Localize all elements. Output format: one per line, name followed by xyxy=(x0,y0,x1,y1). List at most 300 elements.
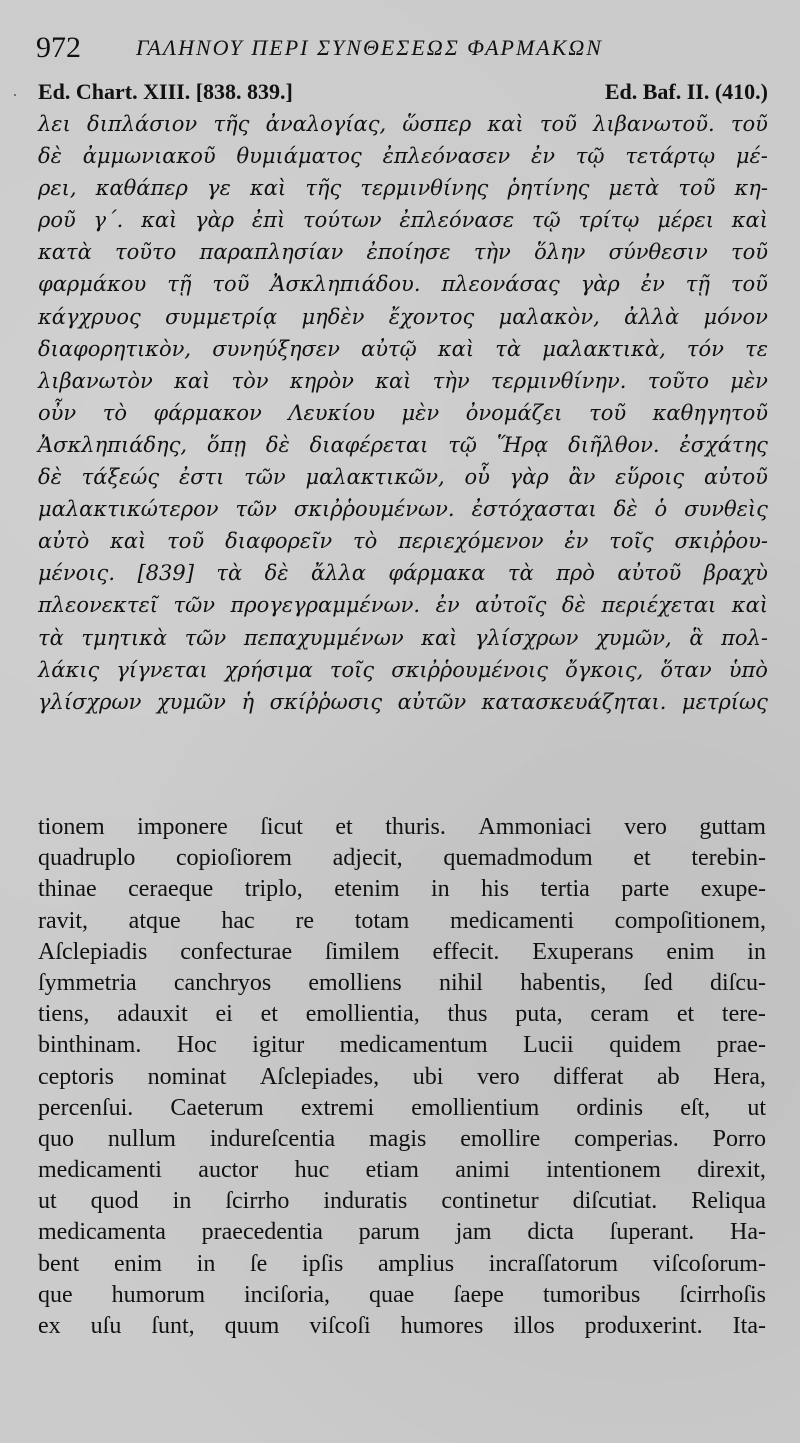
greek-word: πρὸ xyxy=(556,561,595,586)
latin-word: quemadmodum xyxy=(443,845,593,872)
greek-word: μαλακτικώτερον xyxy=(38,497,219,522)
greek-word: τῇ xyxy=(685,272,710,297)
greek-word: δὲ xyxy=(561,593,586,618)
latin-text-line xyxy=(38,874,766,905)
latin-word: et xyxy=(633,845,651,872)
greek-word: γίγνεται xyxy=(116,657,208,682)
latin-word: induratis xyxy=(323,1188,408,1215)
latin-word: ab xyxy=(657,1063,680,1090)
greek-word: τῶν xyxy=(173,593,215,618)
greek-word: μετρίως xyxy=(681,689,768,714)
greek-word: Ἀσκληπιάδης, xyxy=(38,432,188,457)
latin-word: medicamenti xyxy=(450,907,574,934)
greek-word: τόν xyxy=(686,336,724,361)
greek-word: [839] xyxy=(137,561,194,586)
greek-word: ὑπὸ xyxy=(728,657,768,682)
greek-word: σκιῤῥου- xyxy=(674,529,768,554)
greek-word: συμμετρίᾳ xyxy=(165,304,278,329)
latin-word: comperias. xyxy=(574,1125,679,1152)
latin-word: enim xyxy=(114,1250,162,1277)
greek-word: σύνθεσιν xyxy=(608,240,708,265)
greek-word: πολ- xyxy=(721,625,768,650)
greek-text-line xyxy=(38,525,768,557)
greek-word: ὅταν xyxy=(660,657,712,682)
greek-word: τὰ xyxy=(495,336,522,361)
greek-text-line xyxy=(38,397,768,429)
greek-word: καθηγητοῦ xyxy=(652,400,768,425)
latin-word: in xyxy=(172,1188,192,1215)
latin-text-line xyxy=(38,937,766,968)
latin-word: incraſſatorum xyxy=(488,1250,618,1277)
latin-word: illos xyxy=(513,1313,555,1339)
latin-text-line xyxy=(38,968,766,999)
greek-word: τῆς xyxy=(213,112,250,136)
latin-word: et xyxy=(335,814,353,840)
edition-reference-line xyxy=(38,78,768,106)
greek-text-line xyxy=(38,557,768,589)
latin-word: thinae xyxy=(38,876,97,903)
latin-word: enim xyxy=(666,938,715,965)
latin-word: quo xyxy=(38,1125,74,1152)
greek-word: ἔχοντος xyxy=(388,304,475,329)
greek-word: τοῦ xyxy=(167,529,205,554)
greek-text-line xyxy=(38,493,768,525)
greek-word: τμητικὰ xyxy=(81,625,168,650)
greek-word: τοῦ xyxy=(730,272,768,297)
greek-word: μόνον xyxy=(703,304,768,329)
greek-word: τὰ xyxy=(507,561,534,586)
greek-word: μετὰ xyxy=(608,176,660,201)
greek-word: διῆλθον. xyxy=(568,432,660,457)
latin-word: percenſui. xyxy=(38,1094,134,1121)
greek-word: διαφορεῖν xyxy=(225,529,333,554)
greek-text-line xyxy=(38,654,768,686)
greek-word: τῷ xyxy=(575,144,605,169)
greek-word: τε xyxy=(745,336,768,361)
latin-word: magis xyxy=(369,1125,427,1152)
greek-word: μαλακτικὰ, xyxy=(542,336,666,361)
latin-word: hac xyxy=(221,907,255,934)
greek-word: καὶ xyxy=(731,208,768,233)
greek-word: καὶ xyxy=(174,368,211,393)
print-speck xyxy=(14,94,16,96)
latin-word: ut xyxy=(747,1094,766,1121)
latin-word: extremi xyxy=(300,1094,375,1121)
latin-word: inciſoria, xyxy=(244,1281,330,1308)
latin-word: Ammoniaci xyxy=(478,814,592,840)
latin-word: nullum xyxy=(107,1125,176,1152)
greek-text-line xyxy=(38,365,768,397)
greek-word: δὲ xyxy=(38,144,62,169)
greek-word: οὖν xyxy=(38,400,77,425)
latin-word: Ita- xyxy=(732,1313,766,1339)
greek-word: ἐν xyxy=(564,529,589,554)
greek-text-block xyxy=(38,108,768,718)
latin-word: tere- xyxy=(721,1001,766,1028)
latin-word: in xyxy=(430,876,450,903)
greek-word: αὐτοῦ xyxy=(703,465,768,490)
greek-word: ἐστόχασται xyxy=(471,497,597,522)
greek-word: μὲν xyxy=(401,400,440,425)
latin-word: Aſclepiadis xyxy=(38,938,148,965)
greek-word: ἐσχάτης xyxy=(679,432,768,457)
greek-word: γὰρ xyxy=(509,465,549,490)
latin-word: quae xyxy=(369,1281,415,1308)
latin-word: compoſitionem, xyxy=(614,907,766,934)
latin-word: emollientia, xyxy=(305,1001,420,1028)
latin-text-line xyxy=(38,1030,766,1061)
greek-word: πεπαχυμμένων xyxy=(243,625,404,650)
latin-word: thuris. xyxy=(385,814,446,840)
greek-word: ροῦ xyxy=(38,208,76,233)
latin-word: diſcutiat. xyxy=(572,1188,658,1215)
greek-word: ἐν xyxy=(640,272,665,297)
greek-word: μὲν xyxy=(730,368,768,393)
greek-word: ἐν xyxy=(435,593,460,618)
greek-word: φάρμακα xyxy=(388,561,486,586)
latin-word: huc xyxy=(294,1157,330,1184)
latin-text-line xyxy=(38,1311,766,1342)
greek-word: τὴν xyxy=(432,368,470,393)
greek-word: ὥσπερ xyxy=(402,112,472,136)
greek-word: τερμινθίνην. xyxy=(490,368,627,393)
greek-word: γὰρ xyxy=(195,208,235,233)
latin-word: vero xyxy=(476,1063,520,1090)
latin-word: diſcu- xyxy=(710,969,766,996)
latin-text-line xyxy=(38,1155,766,1186)
latin-text-line xyxy=(38,1249,766,1280)
greek-word: καὶ xyxy=(487,112,524,136)
greek-text-line xyxy=(38,461,768,493)
latin-word: jam xyxy=(455,1219,492,1246)
latin-word: puta, xyxy=(515,1001,563,1028)
latin-word: habentis, xyxy=(520,969,607,996)
greek-word: τὰ xyxy=(216,561,243,586)
latin-word: ſuperant. xyxy=(609,1219,695,1246)
latin-text-line xyxy=(38,1062,766,1093)
latin-word: canchryos xyxy=(173,969,272,996)
greek-word: μένοις. xyxy=(38,561,115,586)
greek-word: λιβανωτὸν xyxy=(38,368,153,393)
greek-word: λει xyxy=(38,112,71,136)
greek-word: μαλακτικῶν, xyxy=(305,465,445,490)
latin-text-line xyxy=(38,999,766,1030)
greek-word: δὲ xyxy=(38,465,62,490)
latin-word: ceraeque xyxy=(128,876,214,903)
greek-word: λιβανωτοῦ. xyxy=(593,112,715,136)
greek-text-line xyxy=(38,333,768,365)
latin-word: triplo, xyxy=(244,876,303,903)
greek-word: γε xyxy=(207,176,231,201)
greek-word: ἂν xyxy=(568,465,596,490)
greek-word: φαρμάκου xyxy=(38,272,147,297)
latin-word: humorum xyxy=(111,1281,205,1308)
greek-word: τῆς xyxy=(305,176,342,201)
latin-word: differat xyxy=(553,1063,624,1090)
greek-word: ἄλλα xyxy=(310,561,366,586)
page-number: 972 xyxy=(36,31,81,64)
latin-word: ſe xyxy=(250,1250,268,1277)
latin-word: ceptoris xyxy=(38,1063,114,1090)
greek-word: λάκις xyxy=(38,657,100,682)
greek-word: ὅπῃ xyxy=(206,432,246,457)
greek-word: δὲ xyxy=(265,432,290,457)
latin-word: bent xyxy=(38,1250,80,1277)
greek-word: τῇ xyxy=(167,272,192,297)
greek-word: τὸ xyxy=(352,529,378,554)
latin-word: ſcirrhoſis xyxy=(679,1281,766,1308)
latin-word: emollire xyxy=(460,1125,541,1152)
latin-word: ubi xyxy=(412,1063,444,1090)
latin-word: his xyxy=(481,876,510,903)
greek-word: τάξεώς xyxy=(81,465,160,490)
latin-word: medicamentum xyxy=(339,1032,488,1059)
greek-word: τοῦτο xyxy=(647,368,709,393)
greek-word: μέ- xyxy=(735,144,768,169)
greek-word: μηδὲν xyxy=(301,304,365,329)
greek-word: παραπλησίαν xyxy=(199,240,344,265)
greek-word: τοῦ xyxy=(730,240,768,265)
greek-word: τοῦ xyxy=(730,112,768,136)
greek-word: καὶ xyxy=(249,176,287,201)
greek-word: ῥητίνης xyxy=(507,176,590,201)
greek-text-line xyxy=(38,268,768,300)
greek-word: τοῦ xyxy=(539,112,577,136)
latin-word: confecturae xyxy=(180,938,293,965)
latin-word: ſymmetria xyxy=(38,969,137,996)
latin-word: quadruplo xyxy=(38,845,136,872)
latin-word: emolliens xyxy=(308,969,402,996)
greek-word: κηρὸν xyxy=(289,368,354,393)
greek-text-line xyxy=(38,589,768,621)
latin-word: Exuperans xyxy=(532,938,634,965)
latin-word: ſimilem xyxy=(324,938,400,965)
greek-word: τῶν xyxy=(235,497,277,522)
edition-basel-reference: Ed. Baf. II. (410.) xyxy=(604,79,768,104)
latin-text-line xyxy=(38,812,766,843)
greek-word: καὶ xyxy=(731,593,768,618)
greek-text-line xyxy=(38,429,768,461)
latin-word: Reliqua xyxy=(691,1188,766,1215)
greek-word: κατασκευάζηται. xyxy=(481,689,667,714)
greek-word: τῶν xyxy=(184,625,227,650)
latin-word: effecit. xyxy=(432,938,500,965)
greek-word: σκιῤῥουμένοις xyxy=(391,657,549,682)
latin-word: ordinis xyxy=(576,1094,644,1121)
latin-word: copioſiorem xyxy=(176,845,292,872)
greek-text-line xyxy=(38,236,768,268)
latin-word: continetur xyxy=(441,1188,539,1215)
greek-word: δὲ xyxy=(613,497,638,522)
greek-word: τῶν xyxy=(244,465,286,490)
greek-word: τὴν xyxy=(473,240,511,265)
greek-word: περιεχόμενον xyxy=(398,529,544,554)
greek-word: τετάρτῳ xyxy=(625,144,716,169)
latin-text-line xyxy=(38,1093,766,1124)
greek-word: μέρει xyxy=(657,208,714,233)
greek-word: πλεονάσας xyxy=(441,272,560,297)
latin-word: ravit, xyxy=(38,907,88,934)
greek-word: γλίσχρων xyxy=(38,689,142,714)
latin-word: guttam xyxy=(699,814,766,840)
latin-word: que xyxy=(38,1281,73,1308)
greek-word: ὀνομάζει xyxy=(465,400,563,425)
latin-text-line xyxy=(38,1217,766,1248)
greek-word: τούτων xyxy=(302,208,382,233)
greek-word: σκίῤῥωσις xyxy=(269,689,383,714)
latin-word: praecedentia xyxy=(201,1219,323,1246)
greek-word: τερμινθίνης xyxy=(360,176,489,201)
greek-word: ἡ xyxy=(241,689,255,714)
greek-word: καὶ xyxy=(421,625,458,650)
latin-word: totam xyxy=(354,907,410,934)
latin-word: prae- xyxy=(716,1032,766,1059)
latin-text-line xyxy=(38,1124,766,1155)
greek-word: τρίτῳ xyxy=(578,208,640,233)
latin-word: atque xyxy=(128,907,181,934)
latin-text-line xyxy=(38,1280,766,1311)
running-title: ΓΑΛΗΝΟΥ ΠΕΡΙ ΣΥΝΘΕΣΕΩΣ ΦΑΡΜΑΚΩΝ xyxy=(136,35,603,60)
latin-text-line xyxy=(38,906,766,937)
latin-word: viſcoſi xyxy=(309,1313,371,1339)
latin-word: eſt, xyxy=(680,1094,711,1121)
latin-word: nihil xyxy=(438,969,483,996)
latin-word: emollientium xyxy=(411,1094,540,1121)
latin-word: ceram xyxy=(590,1001,650,1028)
latin-word: in xyxy=(196,1250,216,1277)
greek-word: κη- xyxy=(734,176,768,201)
greek-word: ἀμμωνιακοῦ xyxy=(82,144,216,169)
greek-word: τοῦτο xyxy=(115,240,177,265)
greek-word: τοῖς xyxy=(329,657,375,682)
latin-word: re xyxy=(295,907,314,934)
latin-text-line xyxy=(38,843,766,874)
greek-word: Ἀσκληπιάδου. xyxy=(270,272,421,297)
greek-text-line xyxy=(38,140,768,172)
latin-word: viſcoſorum- xyxy=(652,1250,766,1277)
latin-word: indureſcentia xyxy=(209,1125,336,1152)
latin-word: ei xyxy=(215,1001,233,1028)
latin-word: vero xyxy=(624,814,667,840)
latin-word: tiens, xyxy=(38,1001,90,1028)
latin-word: etiam xyxy=(365,1157,419,1184)
latin-word: humores xyxy=(400,1313,484,1339)
greek-word: συνηύξησεν xyxy=(212,336,340,361)
latin-word: Ha- xyxy=(730,1219,766,1246)
greek-word: καὶ xyxy=(437,336,475,361)
greek-word: Ἥρᾳ xyxy=(496,432,549,457)
latin-word: quum xyxy=(224,1313,280,1339)
greek-word: διαφορητικὸν, xyxy=(38,336,192,361)
greek-word: σκιῤῥουμένων. xyxy=(293,497,455,522)
greek-word: συνθεὶς xyxy=(684,497,768,522)
latin-word: tertia xyxy=(540,876,590,903)
greek-word: εὕροις xyxy=(615,465,685,490)
latin-word: ſaepe xyxy=(453,1281,504,1308)
greek-word: ἃ xyxy=(689,625,704,650)
latin-word: Hoc xyxy=(176,1032,217,1059)
latin-word: ipſis xyxy=(302,1250,344,1277)
greek-word: καθάπερ xyxy=(95,176,188,201)
greek-word: μαλακὸν, xyxy=(498,304,600,329)
greek-word: ὁ xyxy=(654,497,668,522)
latin-word: terebin- xyxy=(691,845,766,872)
greek-word: ἀλλὰ xyxy=(624,304,680,329)
latin-word: parte xyxy=(621,876,670,903)
latin-word: igitur xyxy=(252,1032,305,1059)
greek-text-line xyxy=(38,172,768,204)
latin-word: et xyxy=(676,1001,695,1028)
greek-word: ἐπλεόνασεν xyxy=(382,144,511,169)
greek-word: χυμῶν xyxy=(156,689,226,714)
greek-word: δὲ xyxy=(264,561,289,586)
greek-word: χρήσιμα xyxy=(224,657,313,682)
greek-word: τοῦ xyxy=(678,176,716,201)
latin-word: tionem xyxy=(38,814,105,840)
latin-word: Hera, xyxy=(713,1063,766,1090)
greek-word: κατὰ xyxy=(38,240,92,265)
greek-word: καὶ xyxy=(141,208,178,233)
greek-word: τοῦ xyxy=(212,272,250,297)
latin-word: direxit, xyxy=(697,1157,766,1184)
greek-word: βραχὺ xyxy=(703,561,768,586)
latin-word: ſicut xyxy=(260,814,303,840)
greek-text-line xyxy=(38,622,768,654)
running-head xyxy=(36,30,766,66)
greek-word: χυμῶν, xyxy=(596,625,672,650)
greek-word: προγεγραμμένων. xyxy=(230,593,421,618)
greek-word: γὰρ xyxy=(580,272,620,297)
edition-chart-reference: Ed. Chart. XIII. [838. 839.] xyxy=(38,79,293,104)
latin-word: quidem xyxy=(609,1032,682,1059)
greek-word: διπλάσιον xyxy=(87,112,198,136)
latin-word: etenim xyxy=(334,876,400,903)
greek-word: ἐπὶ xyxy=(251,208,286,233)
greek-word: αὐτῷ xyxy=(361,336,417,361)
latin-word: dicta xyxy=(527,1219,574,1246)
greek-word: ρει, xyxy=(38,176,77,201)
greek-word: οὗ xyxy=(464,465,490,490)
latin-word: ut xyxy=(38,1188,57,1215)
greek-word: ἐποίησε xyxy=(366,240,451,265)
greek-word: τὸν xyxy=(231,368,269,393)
greek-text-line xyxy=(38,204,768,236)
greek-word: αὐτῶν xyxy=(397,689,467,714)
latin-word: intentionem xyxy=(546,1157,661,1184)
latin-word: auctor xyxy=(198,1157,259,1184)
latin-word: ſunt, xyxy=(151,1313,195,1339)
latin-word: nominat xyxy=(147,1063,227,1090)
greek-text-line xyxy=(38,301,768,333)
greek-word: κάγχρυος xyxy=(38,304,141,329)
greek-word: καὶ xyxy=(110,529,147,554)
greek-word: ἐν xyxy=(530,144,556,169)
latin-word: medicamenta xyxy=(38,1219,166,1246)
latin-word: uſu xyxy=(90,1313,122,1339)
latin-word: produxerint. xyxy=(584,1313,703,1339)
latin-word: tumoribus xyxy=(542,1281,641,1308)
greek-word: τῷ xyxy=(448,432,477,457)
latin-word: Porro xyxy=(712,1125,766,1152)
greek-word: τοῦ xyxy=(589,400,627,425)
greek-word: περιέχεται xyxy=(601,593,717,618)
greek-word: ὅλην xyxy=(534,240,586,265)
greek-word: καὶ xyxy=(375,368,412,393)
greek-word: ἐπλεόνασε xyxy=(399,208,515,233)
greek-word: διαφέρεται xyxy=(309,432,429,457)
latin-word: et xyxy=(260,1001,278,1028)
greek-word: αὐτοῦ xyxy=(617,561,682,586)
